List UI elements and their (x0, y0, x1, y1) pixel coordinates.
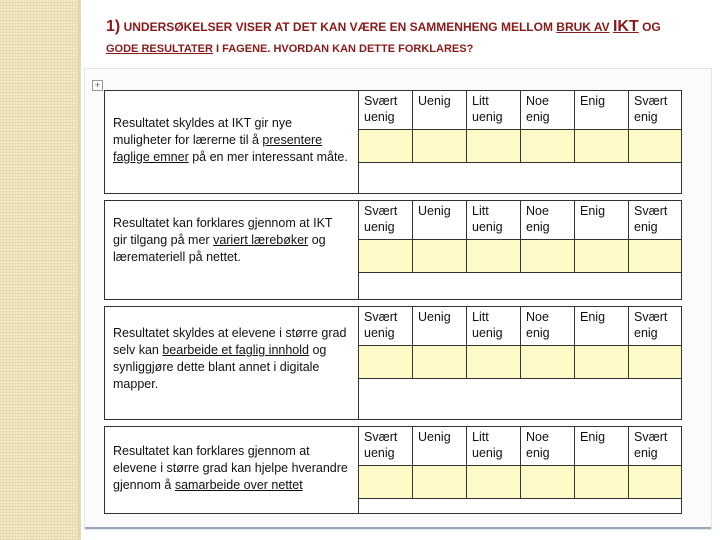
spacer-cell (359, 163, 682, 194)
question-1-text: Resultatet skyldes at IKT gir nye muligheter for lærerne til å presentere faglige emner på en mer interessant måte. (113, 116, 348, 164)
answer-cell[interactable] (575, 240, 629, 273)
title-line-1-text: UNDERSØKELSER VISER AT DET KAN VÆRE EN SAMMENHENG MELLOM (123, 20, 553, 34)
title-line-2-text: I FAGENE. HVORDAN KAN DETTE FORKLARES? (216, 43, 474, 55)
answer-cell[interactable] (467, 240, 521, 273)
answer-cell[interactable] (467, 466, 521, 499)
answer-cell[interactable] (521, 130, 575, 163)
option-svaert-enig: Svært enig (629, 307, 682, 346)
question-2-underlined: variert lærebøker (213, 233, 309, 247)
answer-cell[interactable] (413, 130, 467, 163)
option-noe-enig: Noe enig (521, 91, 575, 130)
answer-cell[interactable] (467, 346, 521, 379)
option-uenig: Uenig (413, 427, 467, 466)
spacer-cell (359, 379, 682, 420)
title-line-1-end: OG (642, 20, 661, 34)
answer-cell[interactable] (359, 130, 413, 163)
survey-table (104, 90, 682, 514)
answer-cell[interactable] (359, 466, 413, 499)
row-gap (105, 300, 682, 307)
option-svaert-enig: Svært enig (629, 427, 682, 466)
question-1-cell (105, 91, 359, 194)
answer-cell[interactable] (629, 346, 682, 379)
title-underlined-text: BRUK AV (556, 20, 610, 34)
answer-cell[interactable] (359, 240, 413, 273)
title-line-1 (106, 16, 686, 38)
option-litt-uenig: Litt uenig (467, 91, 521, 130)
answer-cell[interactable] (413, 346, 467, 379)
expand-icon[interactable]: + (92, 80, 103, 91)
title-number: 1) (106, 18, 121, 35)
answer-cell[interactable] (575, 130, 629, 163)
option-litt-uenig: Litt uenig (467, 201, 521, 240)
question-3-header-row (105, 307, 682, 346)
question-3-underlined: bearbeide et faglig innhold (162, 343, 309, 357)
option-svaert-uenig: Svært uenig (359, 307, 413, 346)
answer-cell[interactable] (629, 130, 682, 163)
answer-cell[interactable] (413, 466, 467, 499)
row-gap (105, 194, 682, 201)
answer-cell[interactable] (521, 240, 575, 273)
option-enig: Enig (575, 427, 629, 466)
option-svaert-enig: Svært enig (629, 201, 682, 240)
option-svaert-uenig: Svært uenig (359, 427, 413, 466)
option-svaert-enig: Svært enig (629, 91, 682, 130)
row-gap (105, 420, 682, 427)
question-1-header-row (105, 91, 682, 130)
spacer-cell (359, 273, 682, 300)
option-enig: Enig (575, 201, 629, 240)
question-2-text: Resultatet kan forklares gjennom at IKT gir tilgang på mer variert lærebøker og læremateriell på nettet. (113, 216, 333, 264)
option-litt-uenig: Litt uenig (467, 307, 521, 346)
title-line-2 (106, 38, 686, 60)
slide-title (106, 16, 686, 60)
question-2-cell (105, 201, 359, 300)
answer-cell[interactable] (629, 466, 682, 499)
question-3-text: Resultatet skyldes at elevene i større grad selv kan bearbeide et faglig innhold og synliggjøre dette blant annet i digitale mapper. (113, 326, 347, 391)
question-4-cell (105, 427, 359, 514)
answer-cell[interactable] (575, 346, 629, 379)
answer-cell[interactable] (467, 130, 521, 163)
option-uenig: Uenig (413, 91, 467, 130)
title-ikt: IKT (612, 18, 639, 35)
title-line-2-underlined: GODE RESULTATER (106, 43, 213, 55)
question-4-underlined: samarbeide over nettet (174, 478, 303, 492)
answer-cell[interactable] (629, 240, 682, 273)
answer-cell[interactable] (521, 466, 575, 499)
decorative-side-stripe (0, 0, 79, 540)
option-litt-uenig: Litt uenig (467, 427, 521, 466)
option-svaert-uenig: Svært uenig (359, 91, 413, 130)
spacer-cell (359, 499, 682, 514)
option-enig: Enig (575, 91, 629, 130)
answer-cell[interactable] (359, 346, 413, 379)
option-enig: Enig (575, 307, 629, 346)
option-noe-enig: Noe enig (521, 307, 575, 346)
question-3-cell (105, 307, 359, 420)
option-uenig: Uenig (413, 201, 467, 240)
option-noe-enig: Noe enig (521, 427, 575, 466)
option-svaert-uenig: Svært uenig (359, 201, 413, 240)
answer-cell[interactable] (521, 346, 575, 379)
answer-cell[interactable] (575, 466, 629, 499)
option-noe-enig: Noe enig (521, 201, 575, 240)
question-2-header-row (105, 201, 682, 240)
question-4-text: Resultatet kan forklares gjennom at elevene i større grad kan hjelpe hverandre gjennom å samarbeide over nettet (113, 444, 348, 492)
answer-cell[interactable] (413, 240, 467, 273)
question-1-underlined: presentere faglige emner (113, 133, 323, 164)
question-4-header-row (105, 427, 682, 466)
option-uenig: Uenig (413, 307, 467, 346)
